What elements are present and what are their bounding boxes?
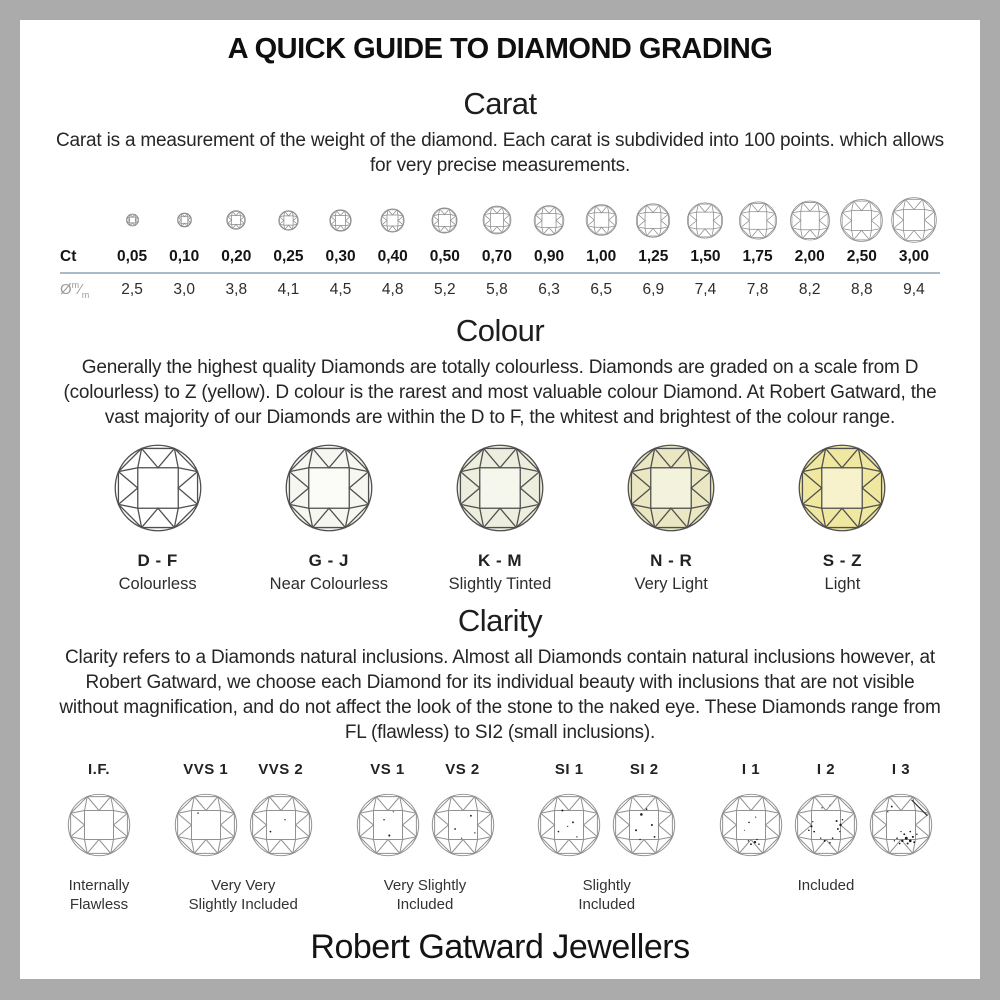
clarity-grade — [868, 761, 934, 863]
carat-stone-icon — [315, 208, 367, 233]
colour-grade-range: D - F — [137, 551, 178, 570]
carat-diameter-value: 6,9 — [642, 281, 665, 298]
carat-diamond-row — [60, 192, 940, 248]
carat-stone-icon — [836, 196, 888, 245]
brilliant-diamond-icon — [226, 209, 246, 231]
carat-diameter-value: 6,5 — [590, 281, 612, 298]
clarity-diamond-icon — [355, 780, 421, 863]
clarity-diamond-icon — [611, 780, 677, 863]
carat-diameter-value: 4,5 — [329, 281, 352, 298]
clarity-group-caption: Very Very Slightly Included — [188, 877, 298, 913]
clarity-grade-label: SI 2 — [629, 761, 659, 778]
carat-weight-value: 0,50 — [429, 248, 460, 265]
carat-weight-value: 0,25 — [273, 248, 304, 265]
brilliant-diamond-icon — [686, 200, 724, 241]
carat-weight-value: 2,00 — [794, 248, 825, 265]
brilliant-diamond-icon — [482, 204, 512, 236]
carat-stone-icon — [471, 204, 523, 236]
colour-grade — [243, 442, 414, 594]
clarity-group — [536, 761, 677, 914]
carat-weight-value: 1,00 — [586, 248, 617, 265]
carat-weight-value: 1,25 — [638, 248, 669, 265]
carat-weight-value: 2,50 — [846, 248, 877, 265]
colour-grades-row — [72, 442, 928, 594]
clarity-diamond-icon — [248, 780, 314, 863]
colour-heading: Colour — [455, 313, 545, 348]
brilliant-diamond-icon — [796, 442, 888, 534]
carat-heading: Carat — [463, 86, 537, 121]
brilliant-diamond-icon — [66, 792, 132, 858]
carat-weight-value: 0,20 — [221, 248, 252, 265]
carat-description: Carat is a measurement of the weight of the diamond. Each carat is subdivided into 100 points. which allows for very precise measurements. — [56, 130, 944, 176]
brilliant-diamond-icon — [793, 792, 859, 858]
colour-grade — [72, 442, 243, 594]
brilliant-diamond-icon — [839, 196, 884, 245]
clarity-group-caption: Slightly Included — [578, 877, 636, 913]
carat-weight-value: 0,70 — [481, 248, 513, 265]
carat-stone-icon — [367, 207, 419, 234]
colour-grade — [586, 442, 757, 594]
clarity-heading: Clarity — [457, 603, 543, 638]
colour-description: Generally the highest quality Diamonds are totally colourless. Diamonds are graded on a scale from D (colourless) to Z (yellow). D colour is the rarest and most valuable colour Diamond. At Robert Gatward, the vast majority of our Diamonds are within the D to F, the whitest and brightest of the colour range. — [63, 357, 937, 428]
clarity-grades-row — [66, 761, 934, 914]
carat-diameter-value: 4,1 — [277, 281, 300, 298]
clarity-grade — [536, 761, 602, 863]
brilliant-diamond-icon — [355, 792, 421, 858]
brilliant-diamond-icon — [585, 202, 618, 238]
clarity-grade — [430, 761, 496, 863]
clarity-group-caption: Very Slightly Included — [383, 877, 467, 913]
clarity-description: Clarity refers to a Diamonds natural inclusions. Almost all Diamonds contain natural inclusions however, at Robert Gatward, we choose each Diamond for its individual beauty with inclusions that are not visible without magnification, and do not affect the look of the stone to the naked eye. These Diamonds range from FL (flawless) to SI2 (small inclusions). — [59, 647, 941, 743]
colour-diamond-icon — [454, 442, 546, 539]
poster-page — [20, 20, 980, 979]
carat-stone-icon — [784, 198, 836, 243]
clarity-grade-label: I 3 — [891, 761, 911, 778]
brilliant-diamond-icon — [789, 198, 831, 243]
carat-diameter-value: 9,4 — [903, 281, 925, 298]
clarity-grade-label: VS 2 — [445, 761, 480, 778]
carat-weight-value: 0,40 — [377, 248, 408, 265]
clarity-grade — [611, 761, 677, 863]
brilliant-diamond-icon — [738, 199, 778, 242]
colour-diamond-icon — [625, 442, 717, 539]
brilliant-diamond-icon — [635, 201, 671, 240]
clarity-grade-label: I.F. — [87, 761, 110, 778]
carat-weight-value: 0,90 — [533, 248, 565, 265]
clarity-grade — [793, 761, 859, 863]
brilliant-diamond-icon — [718, 792, 784, 858]
clarity-group — [173, 761, 314, 914]
clarity-grade — [66, 761, 132, 863]
clarity-diamond-icon — [430, 780, 496, 863]
colour-grade-name: Colourless — [118, 575, 197, 593]
carat-stone-icon — [627, 201, 679, 240]
brilliant-diamond-icon — [890, 194, 938, 246]
carat-stone-icon — [888, 194, 940, 246]
colour-grade-name: Slightly Tinted — [448, 575, 552, 593]
colour-diamond-icon — [112, 442, 204, 539]
carat-diameter-value: 6,3 — [538, 281, 560, 298]
colour-diamond-icon — [796, 442, 888, 539]
brilliant-diamond-icon — [611, 792, 677, 858]
carat-stone-icon — [106, 213, 158, 227]
carat-weight-value: 0,10 — [169, 248, 200, 265]
carat-stone-icon — [419, 206, 471, 235]
clarity-group — [718, 761, 934, 895]
carat-weight-value: 0,30 — [325, 248, 356, 265]
page-title: A QUICK GUIDE TO DIAMOND GRADING — [227, 33, 773, 65]
brilliant-diamond-icon — [868, 792, 934, 858]
brilliant-diamond-icon — [177, 212, 192, 228]
carat-diameter-value: 3,0 — [173, 281, 195, 298]
colour-section — [20, 313, 980, 594]
carat-stone-icon — [210, 209, 262, 231]
colour-grade-range: K - M — [477, 551, 523, 570]
brilliant-diamond-icon — [454, 442, 546, 534]
brilliant-diamond-icon — [380, 207, 405, 234]
clarity-grade-label: I 2 — [816, 761, 836, 778]
colour-grade-range: G - J — [308, 551, 349, 570]
footer-brand: Robert Gatward Jewellers — [310, 928, 690, 966]
colour-grade — [757, 442, 928, 594]
clarity-grade — [173, 761, 239, 863]
clarity-diamond-icon — [66, 780, 132, 863]
clarity-diamond-icon — [173, 780, 239, 863]
brilliant-diamond-icon — [248, 792, 314, 858]
carat-diameter-value: 7,4 — [694, 281, 717, 298]
clarity-group-caption: Internally Flawless — [68, 877, 130, 913]
carat-diameter-value: 5,8 — [486, 281, 508, 298]
colour-grade-range: N - R — [650, 551, 693, 570]
carat-diameter-value: 4,8 — [381, 281, 404, 298]
colour-diamond-icon — [283, 442, 375, 539]
clarity-grade — [718, 761, 784, 863]
carat-weight-value: 1,50 — [690, 248, 721, 265]
carat-diameter-row — [60, 274, 940, 300]
brilliant-diamond-icon — [533, 203, 565, 238]
clarity-group-caption: Included — [797, 877, 855, 894]
clarity-grade-label: SI 1 — [554, 761, 584, 778]
clarity-section — [20, 603, 980, 914]
carat-weight-row — [60, 248, 940, 272]
carat-stone-icon — [523, 203, 575, 238]
carat-diameter-value: 3,8 — [225, 281, 248, 298]
brilliant-diamond-icon — [536, 792, 602, 858]
clarity-grade-label: VVS 1 — [183, 761, 229, 778]
carat-diameter-value: 8,2 — [798, 281, 821, 298]
clarity-diamond-icon — [536, 780, 602, 863]
clarity-diamond-icon — [718, 780, 784, 863]
colour-grade-name: Very Light — [634, 575, 708, 593]
carat-section — [20, 86, 980, 300]
clarity-grade-label: VVS 2 — [258, 761, 304, 778]
brilliant-diamond-icon — [278, 209, 299, 232]
brilliant-diamond-icon — [112, 442, 204, 534]
carat-stone-icon — [575, 202, 627, 238]
carat-stone-icon — [158, 212, 210, 228]
brilliant-diamond-icon — [283, 442, 375, 534]
clarity-group — [66, 761, 132, 914]
carat-diameter-value: 5,2 — [434, 281, 456, 298]
carat-weight-value: 0,05 — [116, 248, 148, 265]
brilliant-diamond-icon — [329, 208, 352, 233]
brilliant-diamond-icon — [431, 206, 458, 235]
clarity-diamond-icon — [868, 780, 934, 863]
carat-stone-icon — [679, 200, 731, 241]
clarity-diamond-icon — [793, 780, 859, 863]
clarity-group — [355, 761, 496, 914]
colour-grade — [414, 442, 585, 594]
brilliant-diamond-icon — [430, 792, 496, 858]
colour-grade-range: S - Z — [822, 551, 863, 570]
clarity-grade — [248, 761, 314, 863]
carat-scale — [60, 192, 940, 300]
carat-weight-value: 1,75 — [742, 248, 773, 265]
clarity-grade-label: I 1 — [741, 761, 761, 778]
brilliant-diamond-icon — [625, 442, 717, 534]
clarity-grade-label: VS 1 — [370, 761, 405, 778]
clarity-grade — [355, 761, 421, 863]
carat-stone-icon — [262, 209, 314, 232]
carat-diameter-value: 7,8 — [746, 281, 769, 298]
carat-weight-value: 3,00 — [898, 248, 930, 265]
diameter-unit-label: $Ø^m⁄_m$ — [60, 280, 90, 300]
colour-grade-name: Near Colourless — [269, 575, 388, 593]
carat-diameter-value: 8,8 — [851, 281, 873, 298]
carat-unit-label: Ct — [60, 248, 77, 265]
carat-stone-icon — [732, 199, 784, 242]
brilliant-diamond-icon — [173, 792, 239, 858]
carat-diameter-value: 2,5 — [121, 281, 143, 298]
colour-grade-name: Light — [824, 575, 861, 593]
brilliant-diamond-icon — [126, 213, 139, 227]
